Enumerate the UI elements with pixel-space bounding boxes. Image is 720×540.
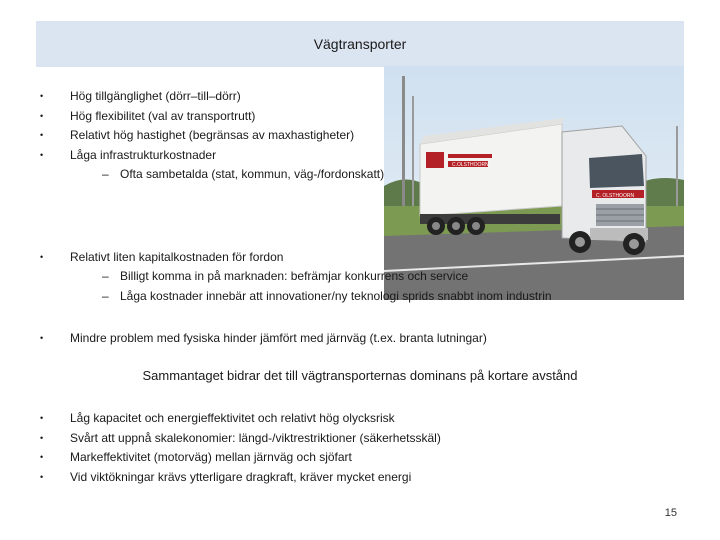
bullet-dot: • — [40, 333, 44, 343]
slide-title: Vägtransporter — [313, 36, 407, 52]
bullet-dot: • — [40, 130, 44, 140]
list-item: • Relativt hög hastighet (begränsas av maxhastigheter) — [40, 126, 354, 146]
sub-item: – Ofta sambetalda (stat, kommun, väg-/fordonskatt) — [44, 165, 384, 185]
bullet-dot: • — [40, 149, 44, 160]
cab-logo-text: C. OLSTHOORN — [596, 193, 635, 199]
summary-text: Sammantaget bidrar det till vägtransporternas dominans på kortare avstånd — [142, 368, 578, 383]
bullet-dot: • — [40, 91, 44, 101]
list-item: • Hög tillgänglighet (dörr–till–dörr) — [40, 87, 354, 107]
bullet-dot: • — [40, 413, 44, 423]
list-item: • Mindre problem med fysiska hinder jämfört med järnväg (t.ex. branta lutningar) — [40, 329, 487, 349]
bullet-list-obstacles — [40, 329, 487, 349]
bullet-dot: • — [40, 452, 44, 462]
bullet-list-advantages — [40, 87, 354, 165]
bullet-dot: • — [40, 252, 44, 262]
dash: – — [102, 167, 109, 181]
list-item: • Låga infrastrukturkostnader — [40, 146, 354, 166]
bullet-dot: • — [40, 471, 44, 482]
page-number: 15 — [664, 507, 677, 519]
bullet-dot: • — [40, 110, 44, 121]
bullet-dot: • — [40, 432, 44, 443]
list-item: • Relativt liten kapitalkostnaden för fordon — [40, 248, 283, 268]
bullet-list-disadvantages — [40, 409, 441, 487]
sub-item: – Billigt komma in på marknaden: befrämjar konkurrens och service — [44, 267, 468, 287]
list-item: • Vid viktökningar krävs ytterligare dragkraft, kräver mycket energi — [40, 468, 441, 488]
list-item: • Låg kapacitet och energieffektivitet och relativt hög olycksrisk — [40, 409, 441, 429]
dash: – — [102, 289, 109, 303]
title-bar — [36, 21, 684, 67]
truck-illustration — [384, 66, 684, 300]
list-item: • Hög flexibilitet (val av transportrutt) — [40, 107, 354, 127]
list-item: • Svårt att uppnå skalekonomier: längd-/viktrestriktioner (säkerhetsskäl) — [40, 429, 441, 449]
bullet-list-capital — [40, 248, 283, 268]
truck-photo — [384, 66, 684, 300]
dash: – — [102, 269, 109, 283]
list-item: • Markeffektivitet (motorväg) mellan järnväg och sjöfart — [40, 448, 441, 468]
trailer-logo-text: C.OLSTHOORN — [452, 162, 489, 168]
sub-item: – Låga kostnader innebär att innovationer/ny teknologi sprids snabbt inom industrin — [44, 287, 552, 307]
